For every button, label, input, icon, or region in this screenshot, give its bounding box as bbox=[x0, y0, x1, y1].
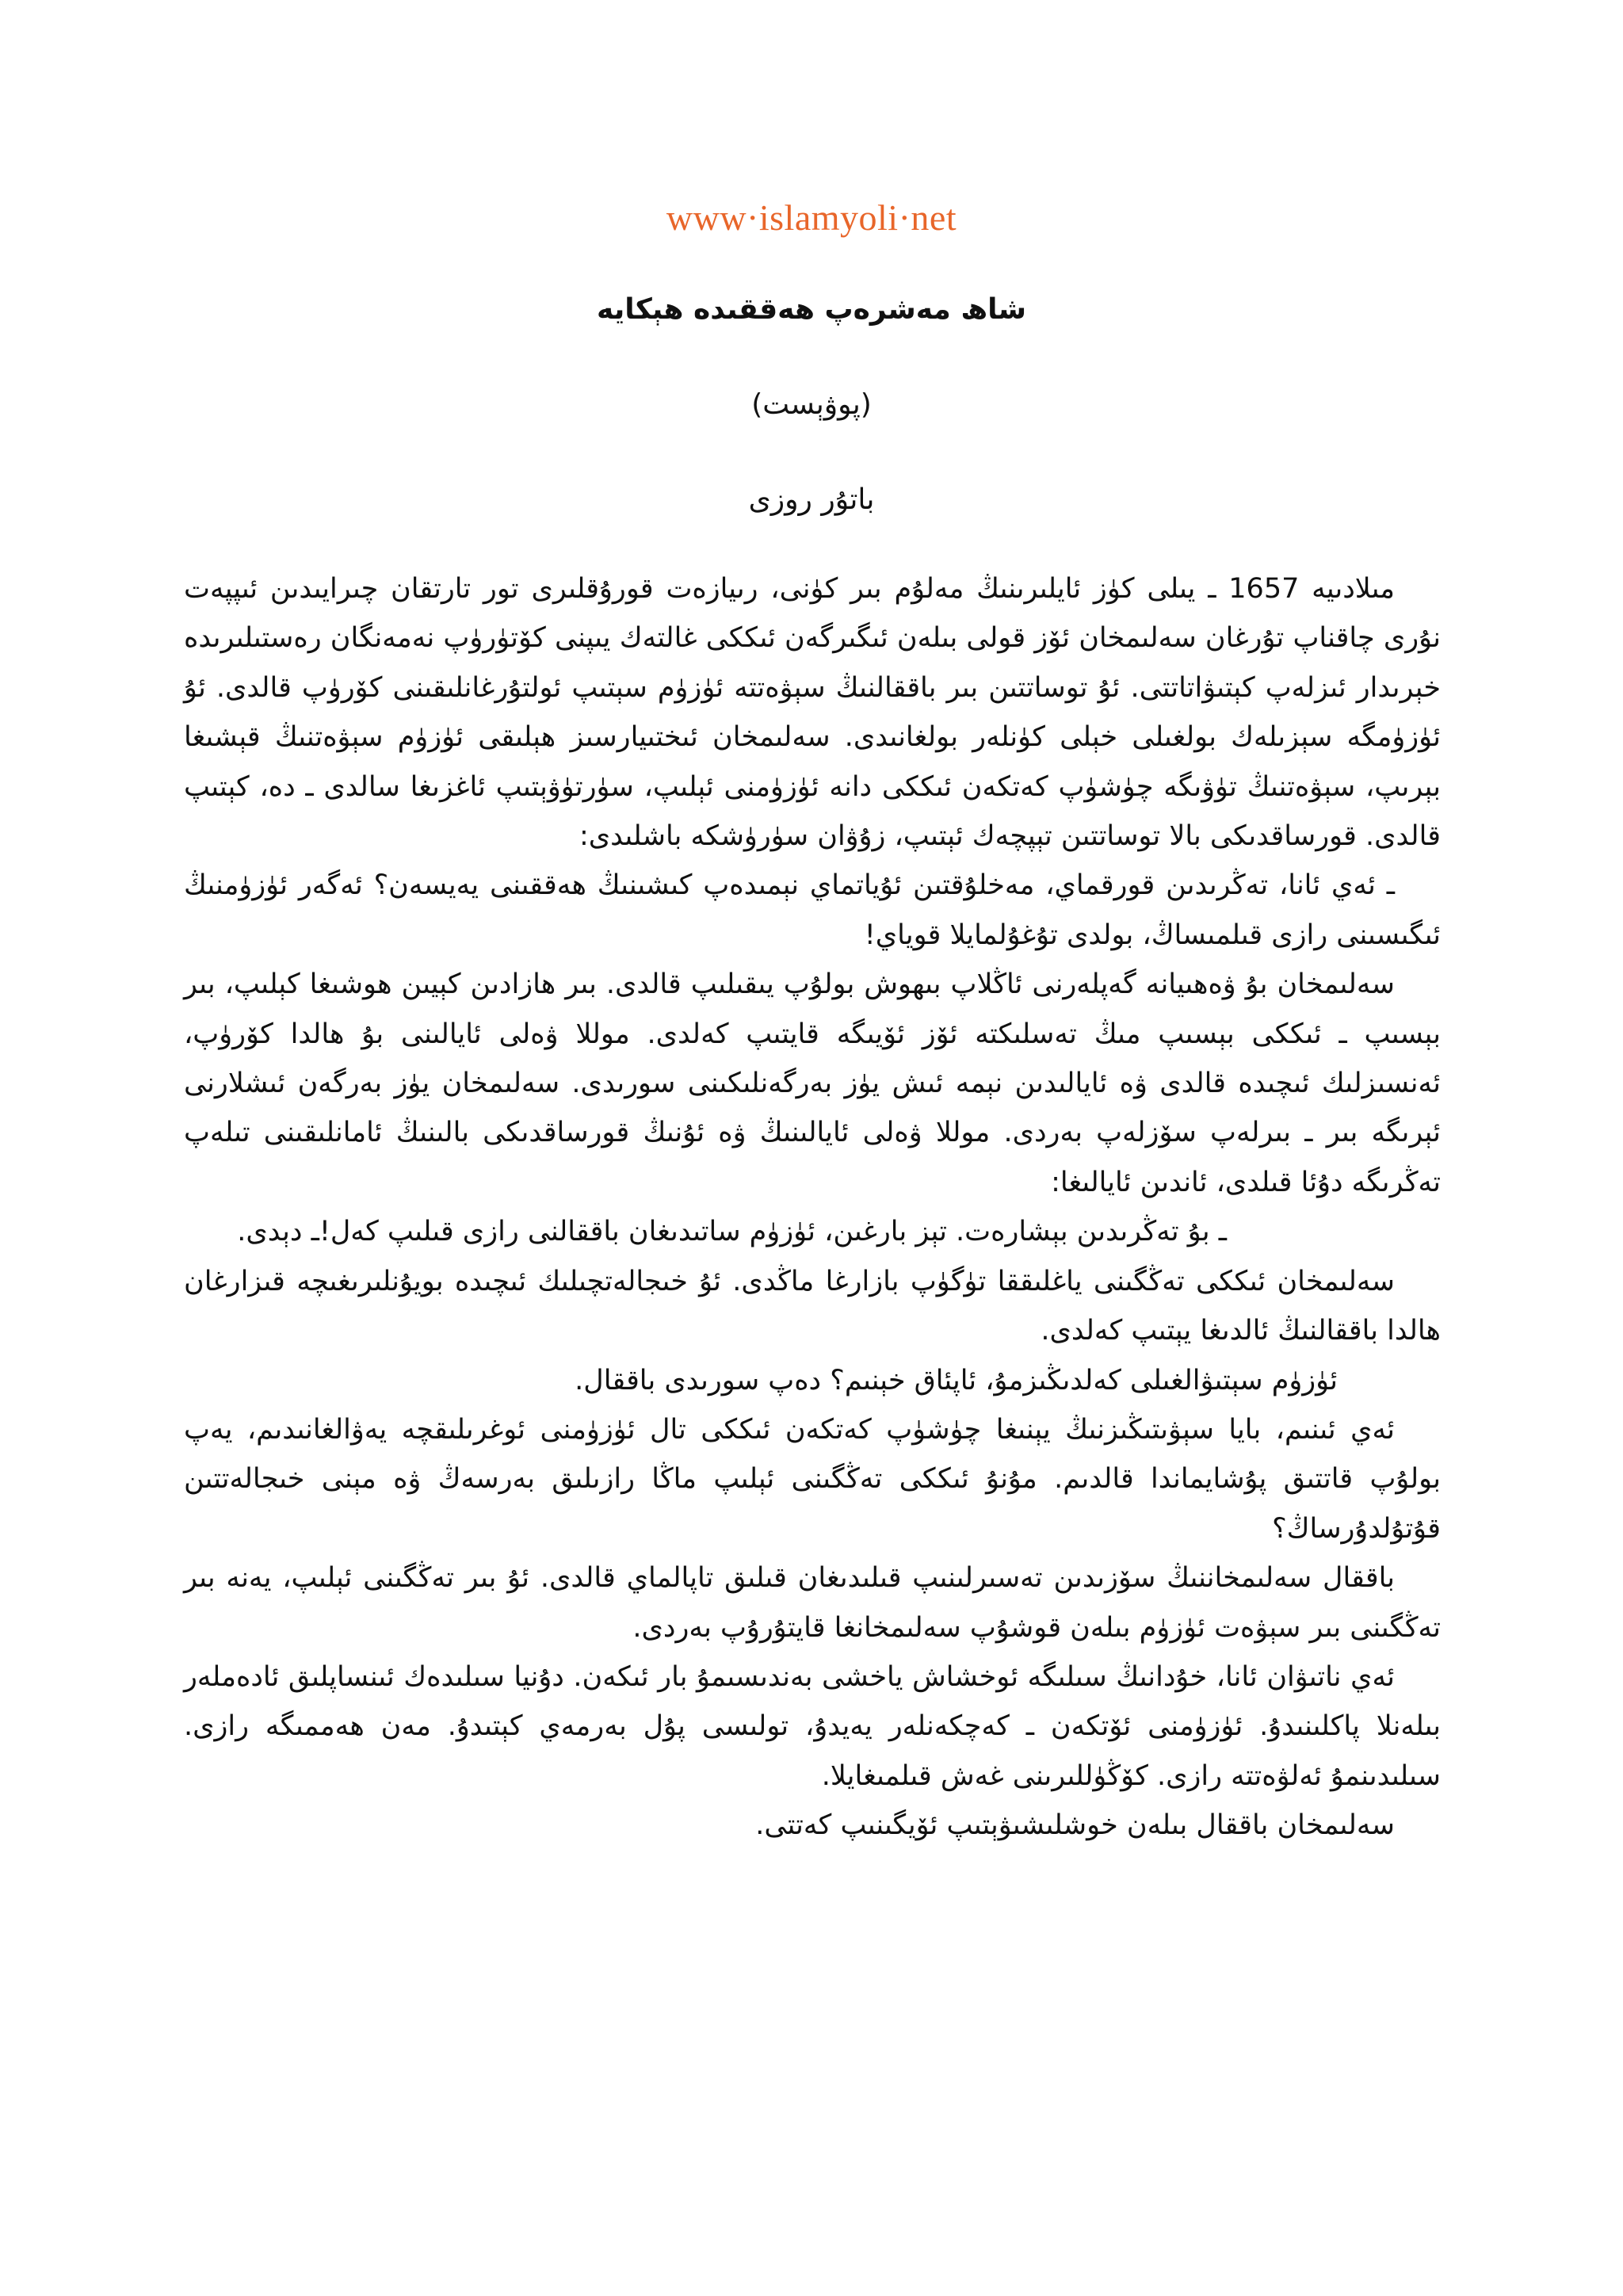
paragraph-1: مىلادىيە 1657 ـ يىلى كۈز ئايلىرىنىڭ مەلۇم بىر كۈنى، رىيازەت قورۇقلىرى تور تارتقان چىرايىدىن ئىپپەت نۇرى چاقناپ تۇرغان سەلىمخان ئۆز قولى بىلەن ئىگىرگەن ئىككى غالتەك يىپنى كۆتۈرۈپ نەمەنگان رەستىلىرىدە خېرىدار ئىزلەپ كېتىۋاتاتتى. ئۇ توساتتىن بىر باققالنىڭ سېۋەتتە ئۈزۈم سېتىپ ئولتۇرغانلىقىنى كۆرۈپ قالدى. ئۇ ئۈزۈمگە سېزىلەك بولغىلى خېلى كۈنلەر بولغانىدى. سەلىمخان ئىختىيارسىز ھېلىقى ئۈزۈم سېۋەتنىڭ قېشىغا بېرىپ، سېۋەتنىڭ تۈۋىگە چۈشۈپ كەتكەن ئىككى دانە ئۈزۈمنى ئېلىپ، سۈرتۈۋېتىپ ئاغزىغا سالدى ـ دە، كېتىپ قالدى. قورساقدىكى بالا توساتتىن تېپچەك ئېتىپ، زۇۋان سۈرۈشكە باشلىدى: bbox=[184, 573, 1441, 853]
paragraph-3: سەلىمخان بۇ ۋەھىيانە گەپلەرنى ئاڭلاپ بىھوش بولۇپ يىقىلىپ قالدى. بىر ھازادىن كېيىن ھوشىغا كېلىپ، بىر بېسىپ ـ ئىككى بېسىپ مىڭ تەسلىكتە ئۆز ئۆيىگە قايتىپ كەلدى. موللا ۋەلى ئايالىنى بۇ ھالدا كۆرۈپ، ئەنسىزلىك ئىچىدە قالدى ۋە ئايالىدىن نېمە ئىش يۈز بەرگەنلىكىنى سورىدى. سەلىمخان يۈز بەرگەن ئىشلارنى ئېرىگە بىر ـ بىرلەپ سۆزلەپ بەردى. موللا ۋەلى ئايالىنىڭ ۋە ئۇنىڭ قورساقدىكى بالىنىڭ ئامانلىقىنى تىلەپ تەڭرىگە دۇئا قىلدى، ئاندىن ئايالىغا: bbox=[184, 968, 1441, 1198]
story-body bbox=[184, 564, 1441, 1851]
paragraph-7: ئەي ئىنىم، بايا سېۋىتىڭىزنىڭ يېنىغا چۈشۈپ كەتكەن ئىككى تال ئۈزۈمنى ئوغرىلىقچە يەۋالغانىدىم، يەپ بولۇپ قاتتىق پۇشايماندا قالدىم. مۇنۇ ئىككى تەڭگىنى ئېلىپ ماڭا رازىلىق بەرسەڭ ۋە مېنى خىجالەتتىن قۇتۇلدۇرساڭ؟ bbox=[184, 1413, 1441, 1545]
paragraph-8: باققال سەلىمخاننىڭ سۆزىدىن تەسىرلىنىپ قىلىدىغان قىلىق تاپالماي قالدى. ئۇ بىر تەڭگىنى ئېلىپ، يەنە بىر تەڭگىنى بىر سېۋەت ئۈزۈم بىلەن قوشۇپ سەلىمخانغا قايتۇرۇپ بەردى. bbox=[184, 1562, 1441, 1644]
paragraph-6: ئۈزۈم سېتىۋالغىلى كەلدىڭىزمۇ، ئاپئاق خېنىم؟ دەپ سورىدى باققال. bbox=[575, 1364, 1338, 1396]
paragraph-9: ئەي ناتىۋان ئانا، خۇدانىڭ سىلىگە ئوخشاش ياخشى بەندىسىمۇ بار ئىكەن. دۇنيا سىلىدەك ئىنساپلىق ئادەملەر بىلەنلا پاكلىنىدۇ. ئۈزۈمنى ئۆتكەن ـ كەچكەنلەر يەيدۇ، تولىسى پۇل بەرمەي كېتىدۇ. مەن ھەممىگە رازى. سىلىدىنمۇ ئەلۋەتتە رازى. كۆڭۈللىرىنى غەش قىلمىغايلا. bbox=[184, 1660, 1441, 1792]
genre-subtitle: (پوۋېست) bbox=[751, 388, 872, 421]
site-url-link[interactable]: www·islamyoli·net bbox=[666, 197, 957, 238]
author-name: باتۇر روزى bbox=[748, 483, 875, 516]
page-title: شاھ مەشرەپ ھەققىدە ھېكايە bbox=[596, 293, 1027, 326]
paragraph-2: ـ ئەي ئانا، تەڭرىدىن قورقماي، مەخلۇقتىن ئۇياتماي نېمىدەپ كىشىنىڭ ھەققىنى يەيسەن؟ ئەگەر ئۈزۈمنىڭ ئىگىسىنى رازى قىلمىساڭ، بولدى تۇغۇلمايلا قوياي! bbox=[184, 869, 1441, 951]
paragraph-10: سەلىمخان باققال بىلەن خوشلىشىۋېتىپ ئۆيگىنىپ كەتتى. bbox=[755, 1809, 1395, 1842]
paragraph-4: ـ بۇ تەڭرىدىن بېشارەت. تېز بارغىن، ئۈزۈم ساتىدىغان باققالنى رازى قىلىپ كەل!ـ دېدى. bbox=[237, 1216, 1227, 1248]
paragraph-5: سەلىمخان ئىككى تەڭگىنى ياغلىققا تۈگۈپ بازارغا ماڭدى. ئۇ خىجالەتچىلىك ئىچىدە بويۇنلىرىغىچە قىزارغان ھالدا باققالنىڭ ئالدىغا يېتىپ كەلدى. bbox=[184, 1265, 1441, 1347]
